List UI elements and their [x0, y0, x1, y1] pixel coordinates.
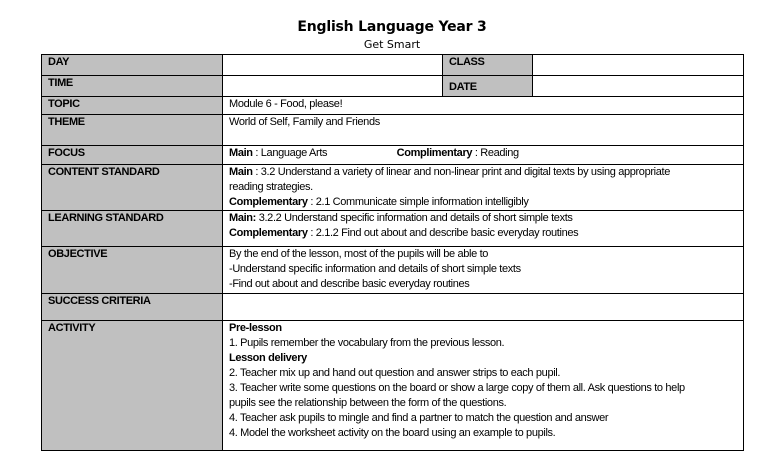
objective-line: -Find out about and describe basic everyday routines — [229, 278, 470, 290]
row-theme — [42, 115, 744, 146]
learning-comp-label: Complementary — [229, 227, 308, 239]
learning-main-text: 3.2.2 Understand specific information and details of short simple texts — [258, 212, 573, 224]
value-objective — [223, 247, 744, 294]
content-comp-label: Complementary — [229, 196, 308, 208]
value-topic: Module 6 - Food, please! — [223, 97, 744, 115]
focus-main-value: : Language Arts — [255, 147, 328, 159]
row-day — [42, 55, 744, 76]
content-main-text-2: reading strategies. — [229, 181, 313, 193]
value-success-criteria[interactable] — [223, 294, 744, 321]
value-activity — [223, 321, 744, 451]
lesson-plan-table — [41, 54, 744, 451]
objective-line: -Understand specific information and details of short simple texts — [229, 263, 521, 275]
activity-delivery-heading: Lesson delivery — [229, 352, 307, 364]
row-content-standard — [42, 165, 744, 211]
focus-comp-label: Complimentary — [396, 147, 473, 159]
value-day[interactable] — [223, 55, 443, 76]
value-time[interactable] — [223, 76, 443, 97]
label-date: DATE — [443, 76, 533, 97]
value-content-standard — [223, 165, 744, 211]
objective-line: By the end of the lesson, most of the pupils will be able to — [229, 248, 489, 260]
label-content-standard: CONTENT STANDARD — [42, 165, 223, 211]
row-activity — [42, 321, 744, 451]
activity-pre-heading: Pre-lesson — [229, 322, 282, 334]
learning-comp-text: : 2.1.2 Find out about and describe basic everyday routines — [310, 227, 579, 239]
activity-item: 2. Teacher mix up and hand out question and answer strips to each pupil. — [229, 367, 561, 379]
value-theme: World of Self, Family and Friends — [223, 115, 744, 146]
label-theme: THEME — [42, 115, 223, 146]
label-topic: TOPIC — [42, 97, 223, 115]
row-objective — [42, 247, 744, 294]
label-class: CLASS — [443, 55, 533, 76]
content-main-text: : 3.2 Understand a variety of linear and non-linear print and digital texts by using appropriate — [255, 166, 670, 178]
focus-main-label: Main — [229, 147, 253, 159]
value-focus — [223, 146, 744, 165]
row-time — [42, 76, 744, 97]
learning-main-label: Main: — [229, 212, 256, 224]
activity-item: pupils see the relationship between the form of the questions. — [229, 397, 507, 409]
activity-item: 4. Model the worksheet activity on the board using an example to pupils. — [229, 427, 556, 439]
activity-item: 3. Teacher write some questions on the board or show a large copy of them all. Ask questions to help — [229, 382, 685, 394]
label-day: DAY — [42, 55, 223, 76]
label-activity: ACTIVITY — [42, 321, 223, 451]
row-success-criteria — [42, 294, 744, 321]
value-learning-standard — [223, 211, 744, 247]
focus-comp-value: : Reading — [474, 147, 519, 159]
value-class[interactable] — [533, 55, 744, 76]
row-topic — [42, 97, 744, 115]
content-main-label: Main — [229, 166, 253, 178]
content-comp-text: : 2.1 Communicate simple information intelligibly — [310, 196, 529, 208]
activity-item: 1. Pupils remember the vocabulary from the previous lesson. — [229, 337, 505, 349]
label-focus: FOCUS — [42, 146, 223, 165]
document-title: English Language Year 3 — [297, 19, 487, 35]
row-focus — [42, 146, 744, 165]
label-learning-standard: LEARNING STANDARD — [42, 211, 223, 247]
row-learning-standard — [42, 211, 744, 247]
document-subtitle: Get Smart — [363, 38, 421, 51]
activity-item: 4. Teacher ask pupils to mingle and find a partner to match the question and answer — [229, 412, 609, 424]
label-objective: OBJECTIVE — [42, 247, 223, 294]
label-success-criteria: SUCCESS CRITERIA — [42, 294, 223, 321]
value-date[interactable] — [533, 76, 744, 97]
label-time: TIME — [42, 76, 223, 97]
